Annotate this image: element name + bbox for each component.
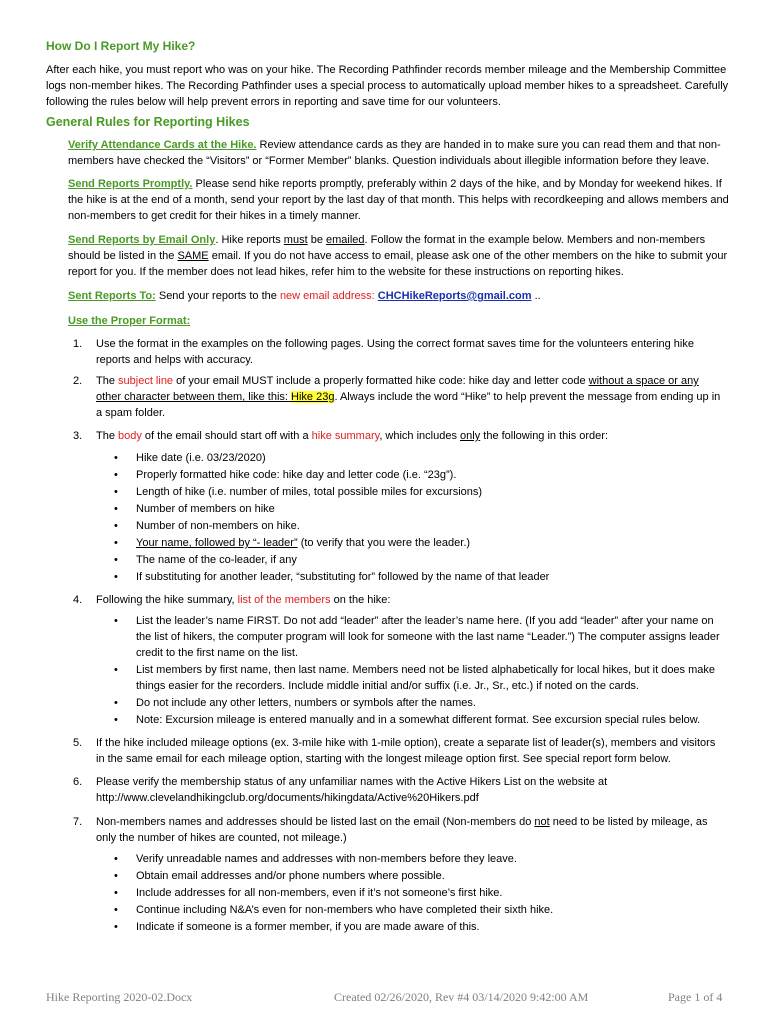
bullet: • [114,503,118,515]
item-text: of the email should start off with a [141,430,312,442]
bullet-item: The name of the co-leader, if any [136,554,297,566]
bullet: • [114,469,118,481]
bullet-item: Do not include any other letters, numbers or symbols after the names. [136,697,476,709]
hike-summary-text: hike summary [311,430,380,442]
bullet-item: Length of hike (i.e. number of miles, total possible miles for excursions) [136,486,483,498]
bullet-item: List the leader’s name FIRST. Do not add “leader” after the leader’s name here. (If you add “leader” after your name on the list of hikers, the computer program will look for someone with the last name “Leader.”) The computer assigns leader credit to the first name on the list. [136,615,720,659]
format-item-4 [96,592,726,608]
verify-text: Review attendance cards as they are handed in to make sure you can read them and that non-members have checked the “Visitors” or “Former Member” blanks. Question individuals about illegible information before they leave. [68,139,721,167]
general-rules-heading: General Rules for Reporting Hikes [46,115,250,129]
sent-to-text: Send your reports to the [155,290,280,302]
item-text: Following the hike summary, [96,594,238,606]
item-number: 2. [73,375,83,387]
bullet: • [114,921,118,933]
bullet: • [114,697,118,709]
bullet: • [114,537,118,549]
email-text-1: . Hike reports [215,234,284,246]
item-number: 7. [73,816,83,828]
bullet-item: Hike date (i.e. 03/23/2020) [136,452,266,464]
email-text-4: email. If you do not have access to email, please ask one of the other members on the hike to submit your report for you. If the member does not lead hikes, refer him to the website for these instructions on reporting hikes. [68,250,728,278]
underlined-text: only [460,430,481,442]
item-text: of your email MUST include a properly formatted hike code: hike day and letter code [173,375,589,387]
email-must: must [283,234,308,246]
footer-page-number: Page 1 of 4 [668,990,723,1004]
bullet-item: If substituting for another leader, “substituting for” followed by the name of that leader [136,571,550,583]
format-item-5: If the hike included mileage options (ex. 3-mile hike with 1-mile option), create a separate list of leader(s), members and visitors in the same email for each mileage option, starting with the longest mileage option first. See special report form below. [96,737,716,765]
subject-line-text: subject line [118,375,174,387]
verify-rule [68,137,730,169]
hike-code-example: Hike 23g [291,391,335,403]
promptly-rule [68,176,730,224]
bullet-item: Properly formatted hike code: hike day and letter code (i.e. “23g”). [136,469,457,481]
item-number: 6. [73,776,83,788]
list-of-members-text: list of the members [237,594,331,606]
bullet: • [114,904,118,916]
bullet: • [114,554,118,566]
item-text: The [96,430,119,442]
bullet-item: Verify unreadable names and addresses with non-members before they leave. [136,853,517,865]
intro-paragraph: After each hike, you must report who was on your hike. The Recording Pathfinder records member mileage and the Membership Committee logs non-member hikes. The Recording Pathfinder uses a special process to automatically upload member hikes to a spreadsheet. Carefully following the rules below will help prevent errors in reporting and save time for our volunteers. [46,64,729,108]
bullet-item: Continue including N&A’s even for non-members who have completed their sixth hike. [136,904,554,916]
email-same: SAME [177,250,209,262]
bullet: • [114,664,118,676]
item-text: on the hike: [330,594,391,606]
bullet-item: Indicate if someone is a former member, if you are made aware of this. [136,921,480,933]
format-item-7 [96,814,726,846]
bullet: • [114,887,118,899]
item-text: . Always include the word “Hike” to help prevent the message from ending up in a spam folder. [96,391,721,419]
item-text: the following in this order: [480,430,609,442]
item-text: , which includes [379,430,461,442]
bullet: • [114,853,118,865]
item-number: 1. [73,338,83,350]
page-title: How Do I Report My Hike? [46,39,196,53]
underlined-text: not [534,816,550,828]
format-item-6: Please verify the membership status of any unfamiliar names with the Active Hikers List on the website at http://www.clevelandhikingclub.org/documents/hikingdata/Active%20Hikers.pdf [96,776,608,804]
bullet-text: (to verify that you were the leader.) [300,537,471,549]
format-item-2 [96,373,726,421]
bullet-item: Number of members on hike [136,503,275,515]
promptly-text: Please send hike reports promptly, preferably within 2 days of the hike, and by Monday for weekend hikes. If the hike is at the end of a month, send your report by the last day of that month. This helps with recordkeeping and allows members and non-members to get credit for their hikes in a timely manner. [68,178,729,222]
bullet-item: Note: Excursion mileage is entered manually and in a somewhat different format. See excursion special rules below. [136,714,701,726]
sent-to-end: .. [531,290,541,302]
bullet: • [114,714,118,726]
item-text: The [96,375,119,387]
bullet: • [114,486,118,498]
bullet: • [114,870,118,882]
body-text: body [118,430,142,442]
sent-to-red-text: new email address: [279,290,378,302]
item-number: 4. [73,594,83,606]
email-only-label: Send Reports by Email Only [68,234,216,246]
bullet-item: List members by first name, then last name. Members need not be listed alphabetically for local hikes, but it does make things easier for the recorders. Include middle initial and/or suffix (i.e. Jr., Sr., etc.) if noted on the cards. [136,664,716,692]
email-emailed: emailed [326,234,365,246]
email-text-2: be [307,234,326,246]
item-number: 5. [73,737,83,749]
email-text-3: . Follow the format in the example below. Members and non-members should be listed in the [68,234,706,262]
item-text: need to be listed by mileage, as only the number of hikes are counted, not mileage.) [96,816,708,844]
footer-revision: Created 02/26/2020, Rev #4 03/14/2020 9:42:00 AM [334,990,589,1004]
leader-name-underlined: Your name, followed by “- leader” [136,537,298,549]
bullet-item: Number of non-members on hike. [136,520,300,532]
proper-format-label: Use the Proper Format: [68,315,191,327]
format-item-1: Use the format in the examples on the following pages. Using the correct format saves time for the volunteers entering hike reports and helps with accuracy. [96,338,694,366]
email-only-rule [68,232,730,280]
bullet: • [114,520,118,532]
bullet-item: Include addresses for all non-members, even if it’s not someone’s first hike. [136,887,503,899]
proper-format-rule [68,313,730,329]
verify-label: Verify Attendance Cards at the Hike. [68,139,257,151]
format-item-3 [96,428,726,444]
bullet: • [114,571,118,583]
sent-to-label: Sent Reports To: [68,290,156,302]
underlined-text: without a space or any other character between them, like this: [96,375,699,403]
item-text: Non-members names and addresses should be listed last on the email (Non-members do [96,816,535,828]
bullet-item: Obtain email addresses and/or phone numbers where possible. [136,870,445,882]
item-number: 3. [73,430,83,442]
bullet: • [114,615,118,627]
bullet: • [114,452,118,464]
report-email-link[interactable]: CHCHikeReports@gmail.com [377,290,532,302]
bullet-item [136,535,726,551]
promptly-label: Send Reports Promptly. [68,178,193,190]
footer-filename: Hike Reporting 2020-02.Docx [46,990,193,1004]
sent-to-rule [68,288,730,304]
